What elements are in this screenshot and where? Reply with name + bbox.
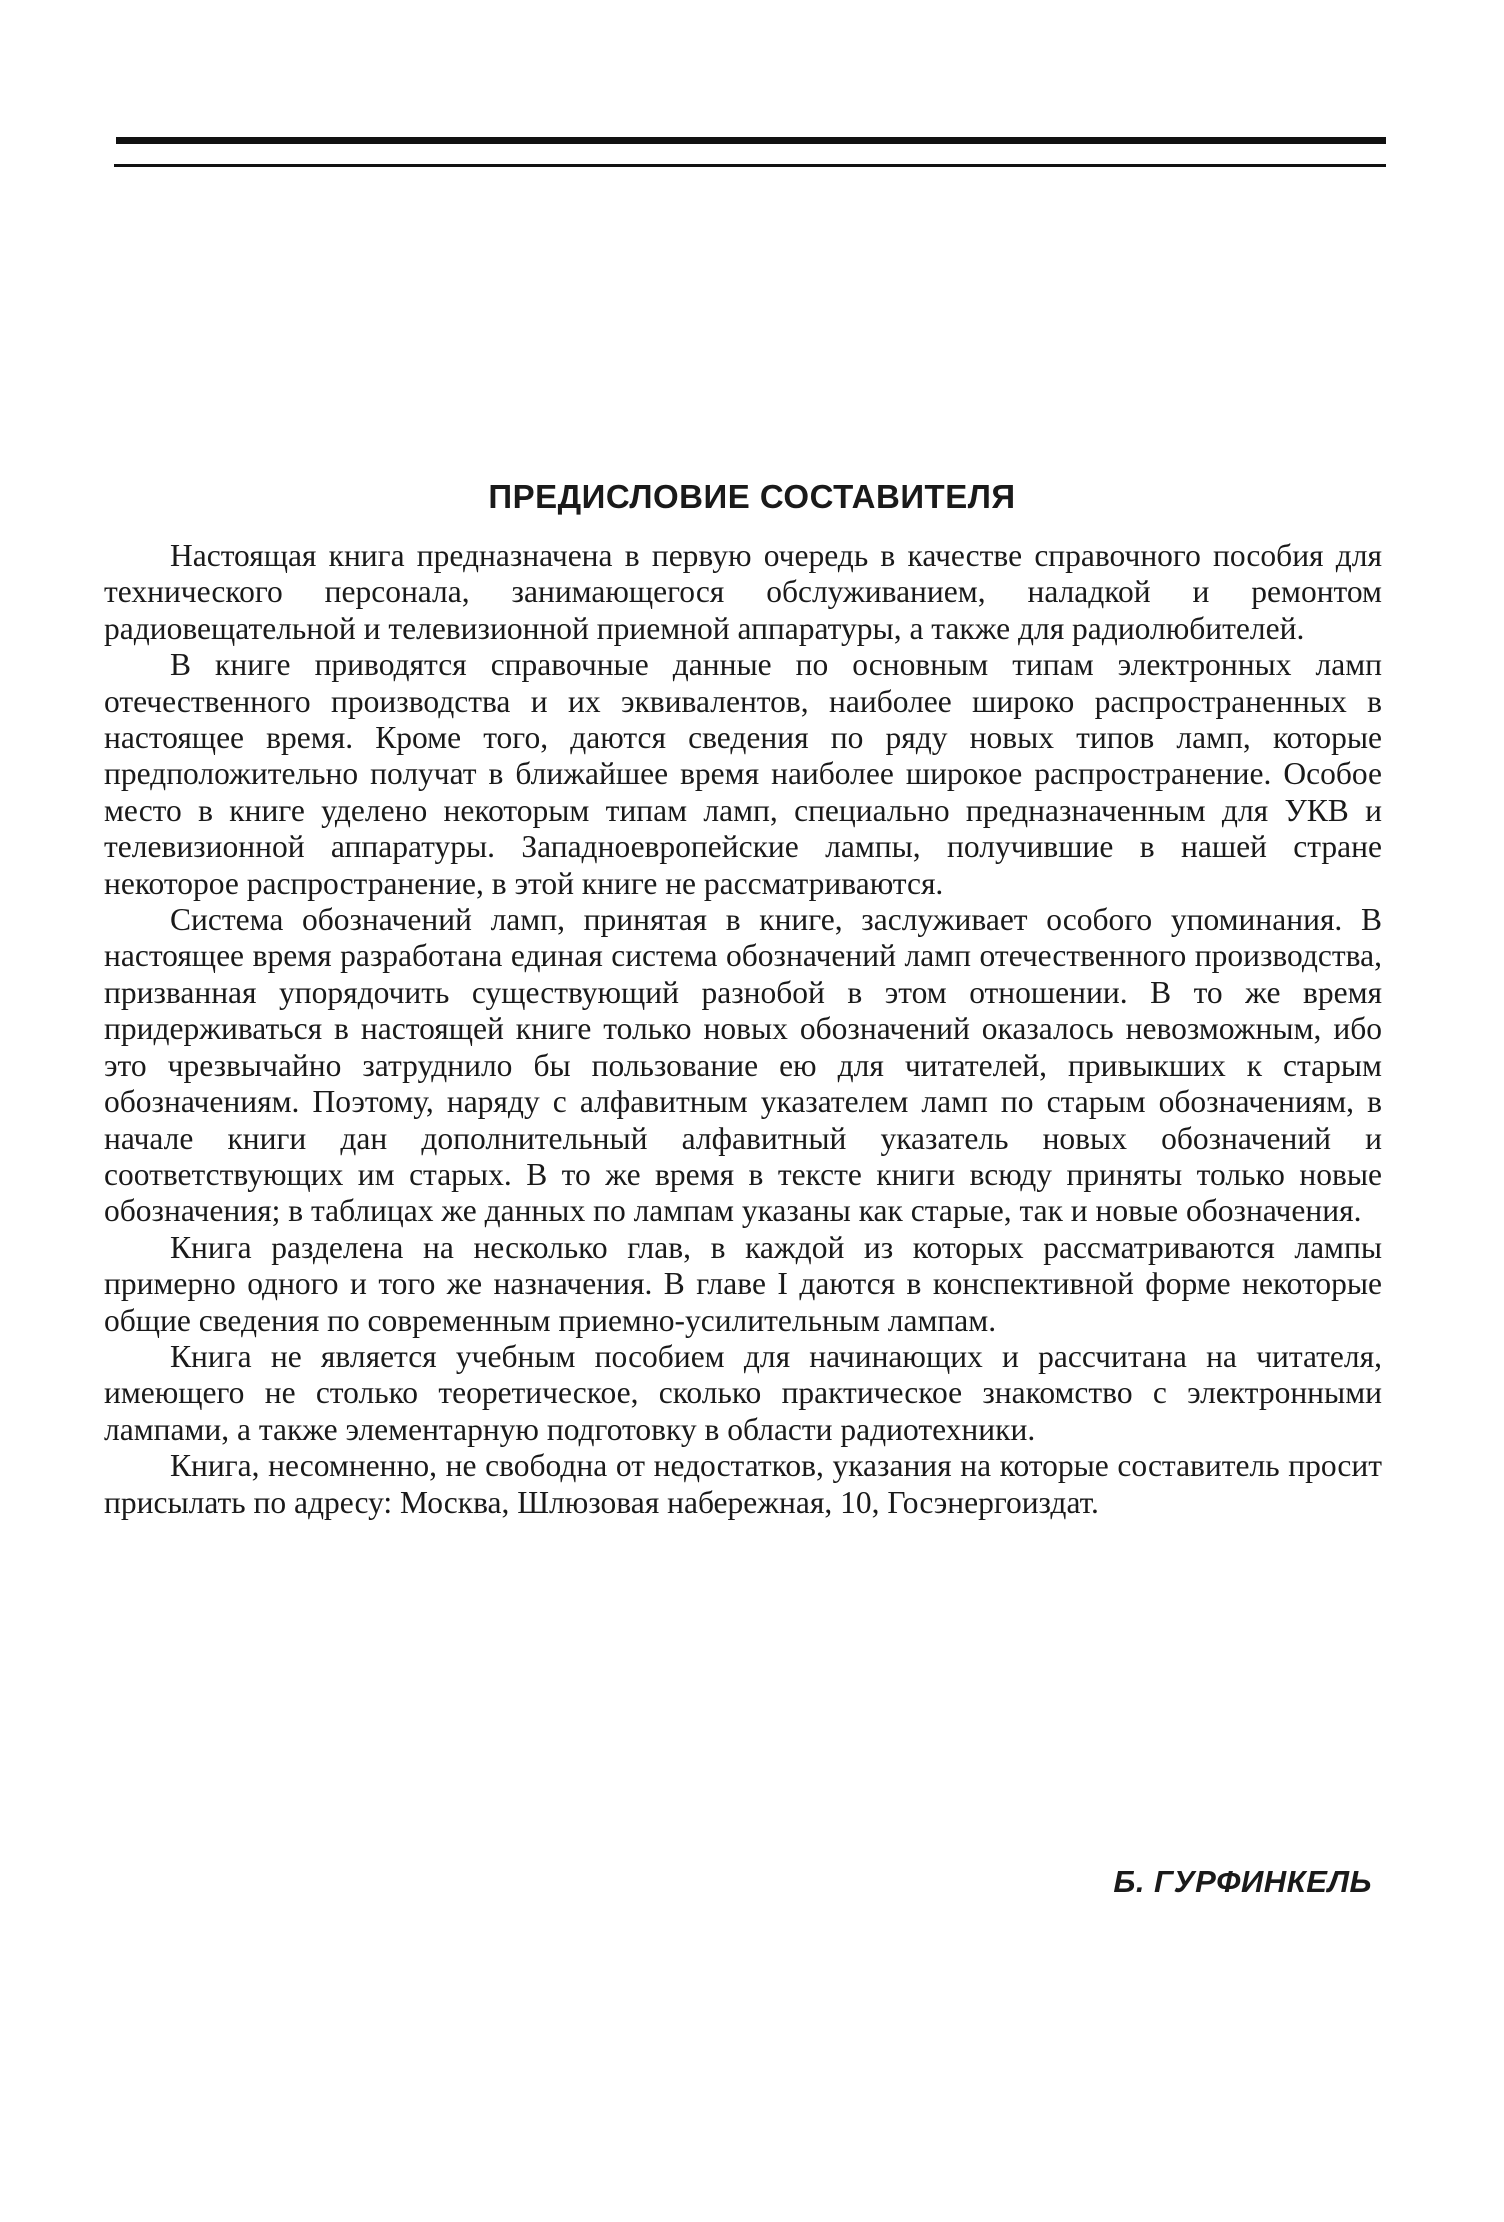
header-rule-thin bbox=[114, 164, 1386, 167]
author-signature: Б. ГУРФИНКЕЛЬ bbox=[1113, 1864, 1372, 1899]
paragraph-purpose: Настоящая книга предназначена в первую очередь в качестве справочного пособия для технического персонала, занимающегося обслуживанием, наладкой и ремонтом радиовещательной и телевизионной приемной аппаратуры, а также для радиолюбителей. bbox=[104, 538, 1382, 646]
paragraph-contents: В книге приводятся справочные данные по основным типам электронных ламп отечественного производства и их эквивалентов, наиболее широко распространенных в настоящее время. Кроме того, даются сведения по ряду новых типов ламп, которые предположительно получат в ближайшее время наиболее широкое распространение. Особое место в книге уделено некоторым типам ламп, специально предназначенным для УКВ и телевизионной аппаратуры. Западноевропейские лампы, получившие в нашей стране некоторое распространение, в этой книге не рассматриваются. bbox=[104, 647, 1382, 901]
header-rule-thick bbox=[116, 137, 1386, 144]
page-title: ПРЕДИСЛОВИЕ СОСТАВИТЕЛЯ bbox=[488, 478, 1016, 515]
paragraph-chapters: Книга разделена на несколько глав, в каждой из которых рассматриваются лампы примерно одного и того же назначения. В главе I даются в конспективной форме некоторые общие сведения по современным приемно-усилительным лампам. bbox=[104, 1229, 1382, 1338]
paragraph-feedback: Книга, несомненно, не свободна от недостатков, указания на которые составитель просит присылать по адресу: Москва, Шлюзовая набережная, 10, Госэнергоиздат. bbox=[104, 1448, 1382, 1520]
paragraph-audience: Книга не является учебным пособием для начинающих и рассчитана на читателя, имеющего не столько теоретическое, сколько практическое знакомство с электронными лампами, а также элементарную подготовку в области радиотехники. bbox=[104, 1338, 1382, 1447]
paragraph-designations: Система обозначений ламп, принятая в книге, заслуживает особого упоминания. В настоящее время разработана единая система обозначений ламп отечественного производства, призванная упорядочить существующий разнобой в этом отношении. В то же время придерживаться в настоящей книге только новых обозначений оказалось невозможным, ибо это чрезвычайно затруднило бы пользование ею для читателей, привыкших к старым обозначениям. Поэтому, наряду с алфавитным указателем ламп по старым обозначениям, в начале книги дан дополнительный алфавитный указатель новых обозначений и соответствующих им старых. В то же время в тексте книги всюду приняты только новые обозначения; в таблицах же данных по лампам указаны как старые, так и новые обозначения. bbox=[104, 902, 1382, 1229]
body-text bbox=[104, 538, 1382, 1521]
